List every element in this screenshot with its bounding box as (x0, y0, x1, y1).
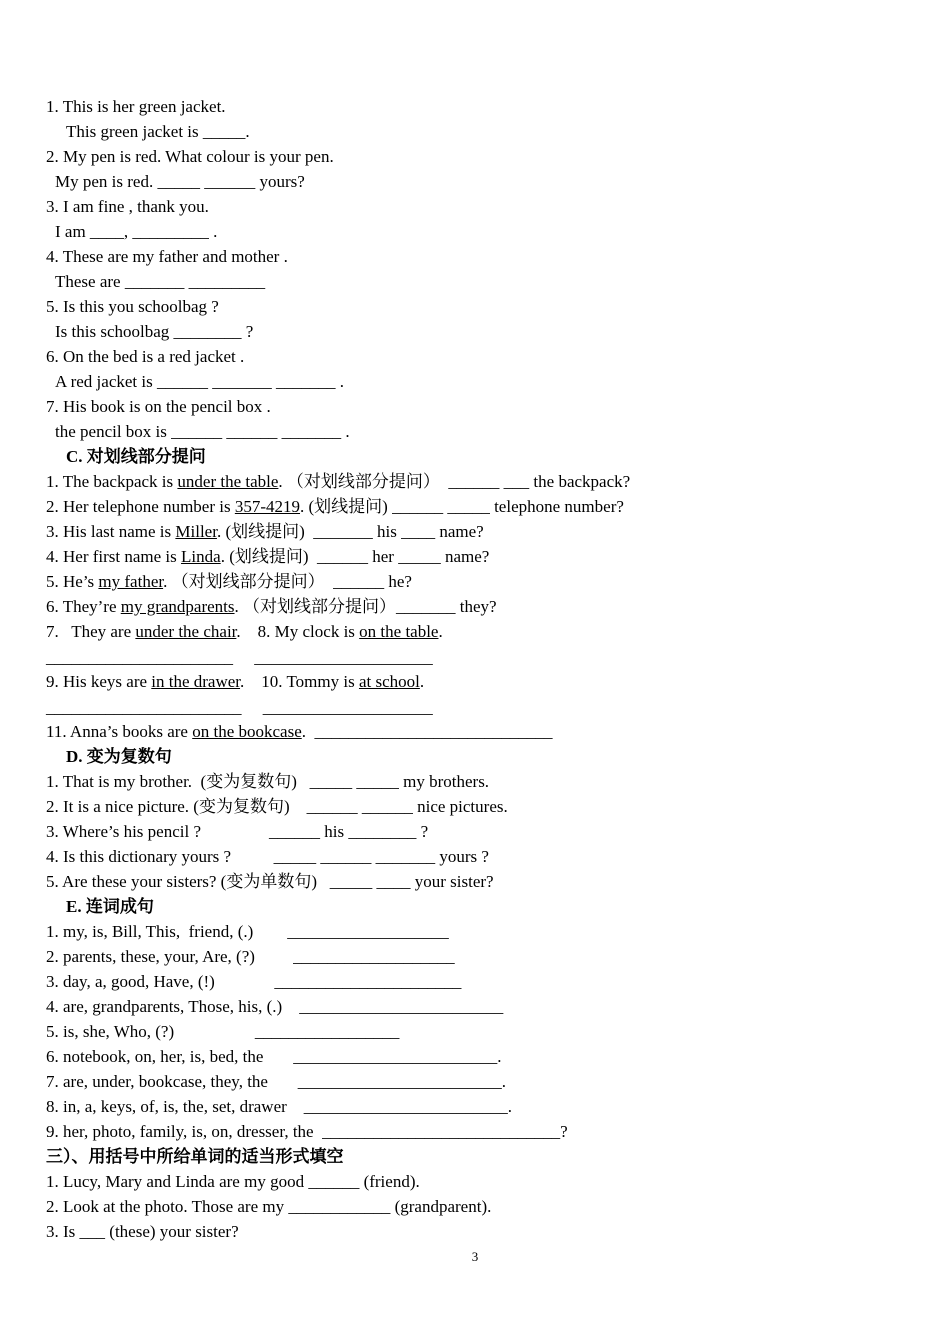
underlined-phrase: under the table (177, 472, 279, 491)
e7-item: 7. are, under, bookcase, they, the ________________________. (46, 1072, 506, 1091)
e9-item: 9. her, photo, family, is, on, dresser, the ____________________________? (46, 1122, 568, 1141)
c7-c8-questions: 7. They are under the chair. 8. My clock is on the table. (46, 622, 443, 641)
c6-question: 6. They’re my grandparents. （对划线部分提问）_______ they? (46, 597, 497, 616)
e8-item: 8. in, a, keys, of, is, the, set, drawer ________________________. (46, 1097, 513, 1116)
c11-question: 11. Anna’s books are on the bookcase. ____________________________ (46, 722, 553, 741)
c7-c8-answer-blanks: ______________________ _____________________ (46, 648, 433, 667)
e1-item: 1. my, is, Bill, This, friend, (.) ___________________ (46, 922, 449, 941)
b2-original: 2. My pen is red. What colour is your pen. (46, 147, 334, 166)
underlined-phrase: 357-4219 (234, 497, 301, 516)
e2-item: 2. parents, these, your, Are, (?) ___________________ (46, 947, 455, 966)
d1-item: 1. That is my brother. (变为复数句) _____ _____ my brothers. (46, 772, 490, 791)
b1-rewrite: This green jacket is _____. (66, 122, 250, 141)
underlined-phrase: my grandparents (120, 597, 235, 616)
underlined-phrase: Miller (175, 522, 217, 541)
underlined-phrase: under the chair (135, 622, 237, 641)
underlined-phrase: in the drawer (151, 672, 241, 691)
c3-question: 3. His last name is Miller. (划线提问) _______ his ____ name? (46, 522, 484, 541)
s3-item-3: 3. Is ___ (these) your sister? (46, 1222, 239, 1241)
b3-original: 3. I am fine , thank you. (46, 197, 209, 216)
c2-question: 2. Her telephone number is 357-4219. (划线提问) ______ _____ telephone number? (46, 497, 624, 516)
underlined-phrase: on the bookcase (192, 722, 302, 741)
e5-item: 5. is, she, Who, (?) _________________ (46, 1022, 400, 1041)
c9-c10-questions: 9. His keys are in the drawer. 10. Tommy is at school. (46, 672, 425, 691)
d2-item: 2. It is a nice picture. (变为复数句) ______ ______ nice pictures. (46, 797, 508, 816)
underlined-phrase: on the table (359, 622, 439, 641)
b6-rewrite: A red jacket is ______ _______ _______ . (55, 372, 344, 391)
underlined-phrase: at school (358, 672, 420, 691)
c4-question: 4. Her first name is Linda. (划线提问) ______ her _____ name? (46, 547, 490, 566)
underlined-phrase: Linda (181, 547, 221, 566)
underlined-phrase: my father (98, 572, 164, 591)
b5-rewrite: Is this schoolbag ________ ? (55, 322, 254, 341)
b7-rewrite: the pencil box is ______ ______ _______ . (55, 422, 350, 441)
d3-item: 3. Where’s his pencil ? ______ his ________ ? (46, 822, 429, 841)
section-d-heading: D. 变为复数句 (66, 747, 172, 766)
d4-item: 4. Is this dictionary yours ? _____ ______ _______ yours ? (46, 847, 489, 866)
page-number: 3 (471, 1249, 479, 1264)
c9-c10-answer-blanks: _______________________ ____________________ (46, 698, 433, 717)
b3-rewrite: I am ____, _________ . (55, 222, 218, 241)
b4-rewrite: These are _______ _________ (55, 272, 266, 291)
section-3-heading: 三）、用括号中所给单词的适当形式填空 (46, 1147, 344, 1166)
b7-original: 7. His book is on the pencil box . (46, 397, 271, 416)
d5-item: 5. Are these your sisters? (变为单数句) _____ ____ your sister? (46, 872, 494, 891)
b2-rewrite: My pen is red. _____ ______ yours? (55, 172, 305, 191)
b4-original: 4. These are my father and mother . (46, 247, 288, 266)
b5-original: 5. Is this you schoolbag ? (46, 297, 219, 316)
b1-original: 1. This is her green jacket. (46, 97, 226, 116)
section-c-heading: C. 对划线部分提问 (66, 447, 206, 466)
e6-item: 6. notebook, on, her, is, bed, the ________________________. (46, 1047, 502, 1066)
c1-question: 1. The backpack is under the table. （对划线部分提问） ______ ___ the backpack? (46, 472, 631, 491)
s3-item-1: 1. Lucy, Mary and Linda are my good ______ (friend). (46, 1172, 420, 1191)
e4-item: 4. are, grandparents, Those, his, (.) ________________________ (46, 997, 504, 1016)
b6-original: 6. On the bed is a red jacket . (46, 347, 245, 366)
e3-item: 3. day, a, good, Have, (!) ______________________ (46, 972, 462, 991)
s3-item-2: 2. Look at the photo. Those are my ____________ (grandparent). (46, 1197, 492, 1216)
c5-question: 5. He’s my father. （对划线部分提问） ______ he? (46, 572, 412, 591)
section-e-heading: E. 连词成句 (66, 897, 154, 916)
